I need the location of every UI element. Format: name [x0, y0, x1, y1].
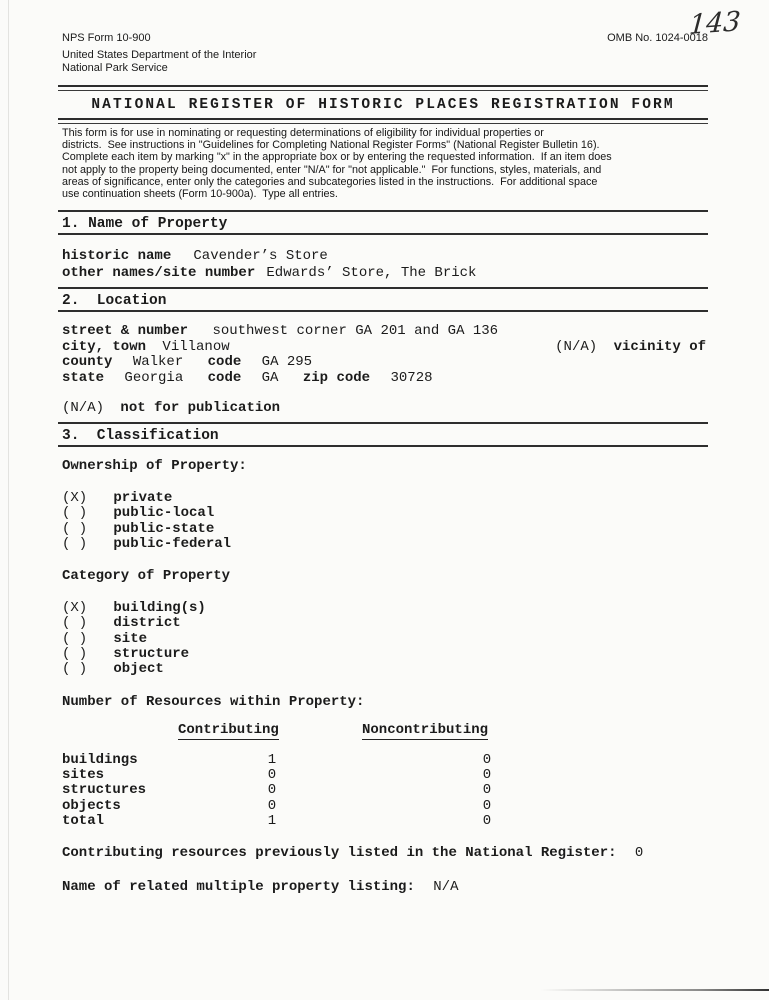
- title-band: [58, 85, 708, 124]
- form-number: NPS Form 10-900: [62, 32, 151, 44]
- previously-listed-value: 0: [634, 844, 644, 861]
- checkbox-option: [62, 522, 708, 537]
- noncontributing-value: 0: [482, 797, 492, 814]
- section-location: [58, 287, 708, 416]
- resources-table: [62, 722, 708, 830]
- city-value: Villanow: [162, 338, 230, 355]
- contributing-value: 0: [267, 797, 277, 814]
- scan-page-edge: [8, 0, 9, 1000]
- contributing-value: 0: [267, 782, 277, 799]
- table-row: [62, 814, 708, 829]
- checkbox-option: [62, 506, 708, 521]
- checkbox-mark: ( ): [62, 615, 88, 632]
- not-for-publication-row: [58, 400, 708, 416]
- omb-number: OMB No. 1024-0018: [607, 32, 708, 44]
- zip-value: 30728: [390, 370, 433, 387]
- state-code-label: code: [207, 370, 242, 387]
- state-row: [62, 371, 708, 387]
- table-row: [62, 768, 708, 783]
- instructions-line: districts. See instructions in "Guidelines for Completing National Register Forms" (National Register Bulletin 16).: [62, 139, 600, 152]
- historic-name-value: Cavender’s Store: [193, 248, 328, 264]
- county-code-value: GA 295: [261, 354, 313, 371]
- category-options: [62, 601, 708, 677]
- checkbox-label: district: [113, 615, 181, 632]
- section-classification: [58, 422, 708, 895]
- column-header-contributing: Contributing: [178, 721, 279, 738]
- checkbox-option: [62, 662, 708, 677]
- checkbox-label: structure: [113, 646, 190, 663]
- county-row: [62, 355, 708, 371]
- instructions-line: areas of significance, enter only the categories and subcategories listed in the instructions. For additional space: [62, 175, 598, 188]
- row-label: total: [62, 813, 105, 830]
- street-row: [62, 324, 708, 340]
- previously-listed-row: [62, 845, 708, 861]
- county-value: Walker: [132, 354, 184, 371]
- previously-listed-label: Contributing resources previously listed in the National Register:: [62, 844, 617, 861]
- city-label: city, town: [62, 338, 147, 355]
- checkbox-option: [62, 537, 708, 552]
- checkbox-label: private: [113, 490, 173, 506]
- city-row: [62, 340, 708, 356]
- checkbox-mark: (X): [62, 490, 88, 506]
- multiple-listing-row: [62, 879, 708, 895]
- vicinity-na: (N/A): [555, 338, 598, 355]
- agency-name: National Park Service: [62, 61, 168, 74]
- checkbox-option: [62, 601, 708, 616]
- contributing-value: 1: [267, 813, 277, 830]
- checkbox-mark: (X): [62, 600, 88, 617]
- checkbox-mark: ( ): [62, 535, 88, 552]
- checkbox-option: [62, 491, 708, 506]
- other-names-value: Edwards’ Store, The Brick: [266, 264, 477, 281]
- row-label: structures: [62, 782, 147, 799]
- section-name-of-property: [58, 210, 708, 281]
- vicinity-label: vicinity of: [613, 338, 706, 355]
- noncontributing-value: 0: [482, 813, 492, 830]
- not-for-publication-label: not for publication: [120, 399, 281, 416]
- county-code-label: code: [207, 354, 242, 371]
- instructions-line: not apply to the property being documented, enter "N/A" for "not applicable." For functions, styles, materials, and: [62, 163, 602, 176]
- other-names-row: [62, 265, 708, 282]
- checkbox-mark: ( ): [62, 505, 88, 522]
- historic-name-row: [62, 248, 708, 265]
- checkbox-label: public-local: [113, 505, 215, 522]
- street-label: street & number: [62, 323, 189, 339]
- not-for-publication-na: (N/A): [62, 399, 105, 416]
- zip-label: zip code: [302, 370, 371, 387]
- row-label: objects: [62, 797, 121, 814]
- category-label: Category of Property: [62, 568, 231, 585]
- column-header-noncontributing: Noncontributing: [362, 721, 489, 738]
- section-2-heading-rule: [58, 287, 708, 312]
- table-row: [62, 799, 708, 814]
- checkbox-label: object: [113, 661, 164, 678]
- checkbox-option: [62, 616, 708, 631]
- noncontributing-value: 0: [482, 751, 492, 768]
- section-1-heading: 1. Name of Property: [58, 212, 708, 235]
- checkbox-label: public-state: [113, 520, 215, 537]
- instructions-line: Complete each item by marking "x" in the appropriate box or by entering the requested information. If an item does: [62, 151, 612, 164]
- instructions-line: use continuation sheets (Form 10-900a). Type all entries.: [62, 188, 338, 201]
- county-label: county: [62, 354, 113, 371]
- form-header: [58, 32, 708, 74]
- section-3-heading: 3. Classification: [58, 424, 708, 447]
- section-3-heading-rule: [58, 422, 708, 447]
- state-value: Georgia: [124, 370, 184, 387]
- noncontributing-value: 0: [482, 782, 492, 799]
- double-rule-bottom: [58, 118, 708, 124]
- state-code-value: GA: [261, 370, 279, 387]
- handwritten-page-number: 143: [688, 6, 743, 41]
- instructions-paragraph: [58, 127, 712, 200]
- multiple-listing-label: Name of related multiple property listing:: [62, 878, 415, 895]
- checkbox-mark: ( ): [62, 630, 88, 647]
- ownership-options: [62, 491, 708, 552]
- resources-count-label: Number of Resources within Property:: [62, 693, 365, 710]
- state-label: state: [62, 370, 105, 387]
- row-label: buildings: [62, 751, 138, 768]
- contributing-value: 1: [267, 751, 277, 768]
- scan-artifact-line: [540, 989, 769, 991]
- checkbox-option: [62, 632, 708, 647]
- checkbox-label: site: [113, 630, 148, 647]
- resources-table-header: [62, 722, 708, 740]
- checkbox-label: building(s): [113, 600, 206, 617]
- street-value: southwest corner GA 201 and GA 136: [212, 323, 499, 339]
- noncontributing-value: 0: [482, 767, 492, 784]
- ownership-label: Ownership of Property:: [62, 458, 247, 474]
- row-label: sites: [62, 767, 105, 784]
- contributing-value: 0: [267, 767, 277, 784]
- multiple-listing-value: N/A: [433, 878, 459, 895]
- checkbox-label: public-federal: [113, 535, 232, 552]
- historic-name-label: historic name: [62, 248, 172, 264]
- checkbox-mark: ( ): [62, 661, 88, 678]
- section-1-heading-rule: [58, 210, 708, 235]
- form-title: NATIONAL REGISTER OF HISTORIC PLACES REGISTRATION FORM: [91, 97, 675, 113]
- department-name: United States Department of the Interior: [62, 49, 257, 61]
- checkbox-option: [62, 647, 708, 662]
- checkbox-mark: ( ): [62, 646, 88, 663]
- checkbox-mark: ( ): [62, 520, 88, 537]
- other-names-label: other names/site number: [62, 264, 256, 281]
- instructions-line: This form is for use in nominating or requesting determinations of eligibility for individual properties or: [62, 127, 544, 139]
- table-row: [62, 753, 708, 768]
- section-2-heading: 2. Location: [58, 289, 708, 312]
- table-row: [62, 783, 708, 798]
